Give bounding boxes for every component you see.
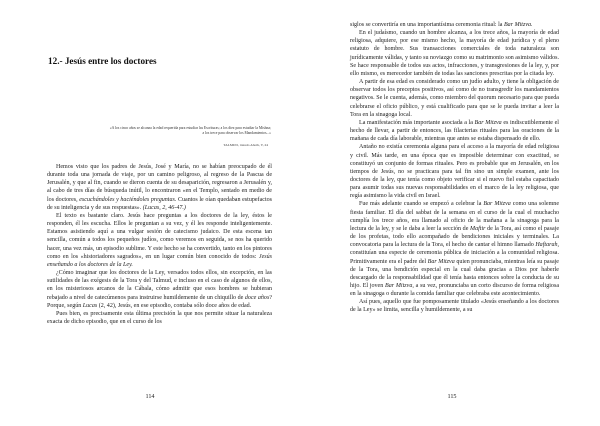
epigraph-quote: «A los cinco años se alcanza la edad requerida para estudiar las Escrituras; a los diez para estudiar la Mishna; a los trece para observar los Mandamientos...» <box>109 126 271 135</box>
paragraph <box>350 21 559 29</box>
chapter-title: 12.- Jesús entre los doctores <box>48 56 157 66</box>
italic-text: escuchándoles y haciéndoles preguntas. <box>79 196 177 203</box>
text-segment: Pues bien, es precisamente esta última precisión la que nos permite situar la naturaleza exacta de dicho episodio, que en el curso de los <box>47 310 272 325</box>
right-page-body <box>350 21 559 315</box>
paragraph <box>47 212 272 269</box>
page-number-left: 114 <box>145 393 155 400</box>
left-page-body <box>47 163 272 326</box>
italic-text: Jesús enseñando a los doctores de la Ley. <box>47 253 272 268</box>
italic-text: Bar Mitzva <box>483 201 511 208</box>
text-segment: La manifestación más importante asociada a la <box>359 119 475 126</box>
text-segment: Así pues, aquello que fue pomposamente titulado «Jesús enseñando a los doctores de la Ley» se limita, sencilla y humildemente, a su <box>350 299 559 314</box>
text-segment: Fue más adelante cuando se empezó a celebrar la <box>359 201 484 208</box>
text-segment: Cuantos le oían quedaban estupefactos de su inteligencia y de sus respuestas». <box>47 196 272 211</box>
italic-text: Maftir <box>470 225 486 232</box>
paragraph <box>350 143 559 200</box>
italic-text: doce años <box>244 294 270 301</box>
italic-text: Bar Mitzva <box>474 119 502 126</box>
text-segment: como una solemne fiesta familiar. El día del sabbat de la semana en el curso de la cual el muchacho cumplía los trece años, era llamado al oficio de la mañana a la sinagoga para la lectura de la ley, y se le daba a leer la sección de <box>350 201 559 232</box>
text-segment: constituían una especie de ceremonia pública de iniciación a la comunidad religiosa. Primitivamente era el padre del <box>350 250 559 265</box>
text-segment: es indiscutiblemente el hecho de llevar, a partir de entonces, las filacterias rituales para las oraciones de la mañana de cada día laborable, mientras que antes se estaba dispensado de ello. <box>350 119 559 143</box>
paragraph <box>47 310 272 326</box>
paragraph <box>350 200 559 298</box>
paragraph <box>47 269 272 310</box>
italic-text: Bar Mitzva, <box>385 283 414 289</box>
text-segment: de la Tora, así como el pasaje de los profetas, todo ello acompañado de bendiciones iniciales y terminales. La convocatoria para la lectura de la Tora, el hecho de cantar el himno llamado <box>350 225 560 249</box>
italic-text: (Lucas, 2, 46-47.) <box>142 204 186 211</box>
paragraph <box>350 119 559 143</box>
text-segment: A partir de esa edad es considerado como un judío adulto, y tiene la obligación de observar todos los preceptos positivos, así como de no transgredir los mandamientos negativos. Se le cuenta, además, como miembro del quorum necesario para que pueda celebrarse el oficio público, y está cualificado para que se le pueda invitar a leer la Tora en la sinagoga local. <box>350 79 559 118</box>
paragraph <box>350 29 559 78</box>
paragraph <box>350 298 559 314</box>
page-number-right: 115 <box>447 393 457 400</box>
italic-text: Haftarah, <box>535 242 559 249</box>
paragraph <box>350 78 559 119</box>
text-segment: ? Porque, según <box>47 294 272 309</box>
italic-text: Lucas <box>82 302 98 309</box>
text-segment: En el judaísmo, cuando un hombre alcanza, a los trece años, la mayoría de edad religiosa, adquiere, por ese mismo hecho, la mayoría de edad jurídica y el pleno estatuto de hombre. Sus transacciones comerciales de toda naturaleza son jurídicamente válidas, y tanto su noviazgo como su matrimonio son asimismo válidos. Se hace responsable de todos sus actos, infracciones, y transgresiones de la ley, y, por ello mismo, es merecedor también de todas las sanciones prescritas por la citada ley. <box>350 30 559 77</box>
text-segment: Antaño no existía ceremonia alguna para el acceso a la mayoría de edad religiosa y civil. Más tarde, en una época que es imposible determinar con exactitud, se constituyó un conjunto de formas rituales. Pero es probable que en Jerusalén, en los tiempos de Jesús, no se practicara para tal fin sino un simple examen, ante los doctores de la ley, que tenía como objeto verificar si el nuevo fiel estaba capacitado para asumir todas sus nuevas responsabilidades en el marco de la ley religiosa, que regía asimismo la vida civil en Israel. <box>350 144 559 200</box>
epigraph-source: TALMUD, tratado Aboth, V, 24 <box>223 143 268 147</box>
italic-text: Bar Mitzva. <box>503 22 533 28</box>
text-segment: a su vez, pronunciaba un corto discurso de forma religiosa en la sinagoga o durante la comida familiar que celebraba este acontecimiento. <box>350 283 559 298</box>
italic-text: Bar Mitzva <box>427 258 455 265</box>
text-segment: siglos se convertiría en una importantísima ceremonia ritual: la <box>350 22 504 28</box>
text-segment: El texto es bastante claro. Jesús hace preguntas a los doctores de la ley, éstos le responden, él les escucha. Ellos le preguntan a su vez, y él les responde inteligentemente. Estamos asistiendo aquí a una vulgar sesión de catecismo judaico. De esta escena tan sencilla, común a todos los pequeños judíos, como veremos en seguida, se nos ha querido hacer, una vez más, un episodio sublime. Y este hecho se ha convertido, tanto en los pintores como en los «historiadores sagrados», en un lugar común bien conocido de todos: <box>47 212 272 260</box>
text-segment: quien pronunciaba, mientras leía su pasaje de la Tora, una bendición especial en la cual daba gracias a Dios por haberle descargado de la responsabilidad que él tenía hasta entonces sobre la conducta de su hijo. El joven <box>350 258 559 289</box>
text-segment: (2, 42), Jesús, en ese episodio, contaba sólo doce años de edad. <box>97 302 252 309</box>
text-segment: ¿Cómo imaginar que los doctores de la Ley, versados todos ellos, sin excepción, en las sutilidades de las exégesis de la Tora y del Talmud, e incluso en el caso de algunos de ellos, en los misteriosos arcanos de la Cábala, cómo admitir que esos hombres se hubieran rebajado a nivel de catecúmenos para instruirse humildemente de un chiquillo de <box>47 270 272 301</box>
paragraph <box>47 163 272 212</box>
right-page <box>300 0 600 426</box>
text-segment: Hemos visto que los padres de Jesús, José y María, no se habían preocupado de él durante toda una jornada de viaje, por un camino peligroso, al regreso de la Pascua de Jerusalén, y que al fin, cuando se dieron cuenta de su desaparición, regresaron a Jerusalén y, al cabo de tres días de búsqueda inútil, lo encontraron «en el Templo, sentado en medio de los doctores, <box>47 164 272 203</box>
